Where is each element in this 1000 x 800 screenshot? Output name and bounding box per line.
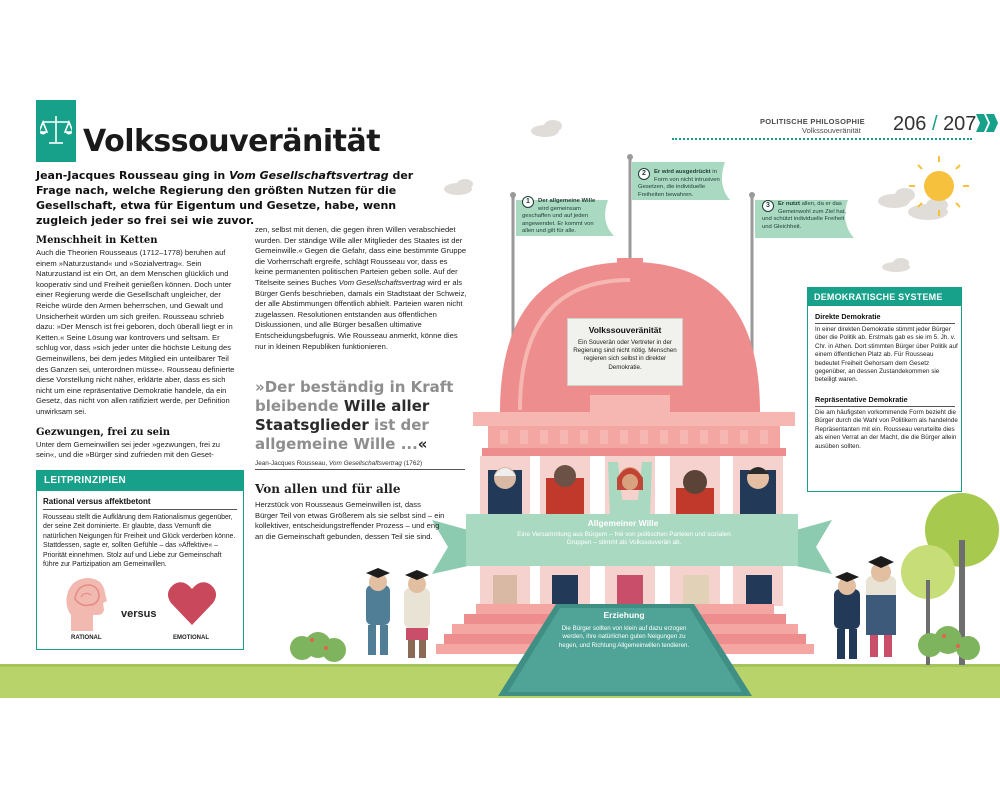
running-head-sub: Volkssouveränität <box>802 126 861 135</box>
flag-number-1: 1 <box>522 196 534 208</box>
section-heading-gezwungen: Gezwungen, frei zu sein <box>36 426 171 438</box>
erziehung-text: Die Bürger sollten von klein auf dazu erzogen werden, ihre natürlichen guten Neigungen zu hegen, und Richtung Allgemeinwillen tendieren. <box>558 625 690 649</box>
flag-1-content: 1 Der allgemeine Wille wird gemeinsam geschaffen und auf jeden angewendet. Er kommt von allen und gilt für alle. <box>522 198 596 235</box>
page-number-left: 206 <box>893 113 927 135</box>
erziehung-title: Erziehung <box>603 610 645 620</box>
running-head: POLITISCHE PHILOSOPHIE <box>760 117 865 126</box>
section-text-gezwungen-col1: Unter dem Gemeinwillen sei jeder »gezwungen, frei zu sein«, und die »Bürger sind zufrieden mit den Geset- <box>36 439 221 460</box>
volkssouveraenitaet-box <box>567 318 683 386</box>
page-tab-arrows <box>976 114 1000 132</box>
dotted-divider <box>672 138 972 140</box>
scales-badge <box>36 100 76 162</box>
head-profile-icon <box>63 575 107 633</box>
ribbon-title: Allgemeiner Wille <box>587 518 659 528</box>
student-figures-right <box>834 556 896 659</box>
dome-text: Ein Souverän oder Vertreter in der Regierung sind nicht nötig. Menschen regieren sich selbst in direkter Demokratie. <box>573 339 677 371</box>
ribbon-text: Eine Versammlung aus Bürgern – frei von politischen Parteien und sozialen Gruppen – stimmt als Volkssouverän ab. <box>517 531 731 547</box>
scales-icon <box>40 114 72 148</box>
ribbon-right-tail <box>796 520 832 574</box>
repraesentative-demokratie-heading: Repräsentative Demokratie <box>815 395 908 404</box>
leitprinzipien-text: Rousseau stellt die Aufklärung dem Rationalismus gegenüber, der seine Zeit dominierte. Er glaubte, dass Vernunft die natürlichen Neigungen für Freiheit und Glück verderben könne. Stattdessen, sagte er, sollten Gefühle – das »Affektive« – Priorität einnehmen. Stolz auf und Liebe zur Gemeinschaft führe zur Partizipation am Gemeinwillen. <box>43 514 236 569</box>
page-number-right: 207 <box>943 113 977 135</box>
divider <box>43 509 237 510</box>
direkte-demokratie-heading: Direkte Demokratie <box>815 312 881 321</box>
section-heading-von-allen: Von allen und für alle <box>255 482 401 496</box>
divider <box>255 469 465 470</box>
section-heading-menschheit: Menschheit in Ketten <box>36 235 158 246</box>
text-column-1 <box>36 235 241 461</box>
leitprinzipien-box <box>36 470 244 650</box>
quote-attribution: Jean-Jacques Rousseau, Vom Gesellschaftsvertrag (1762) <box>255 460 423 467</box>
dome-title: Volkssouveränität <box>588 325 662 335</box>
page-numbers: 206 / 207 <box>893 113 977 135</box>
section-text-menschheit: Auch die Theorien Rousseaus (1712–1778) beruhen auf einem »Naturzustand« und »Sozialvertrag«. Sein Naturzustand ist ein Ort, an dem Menschen glücklich und kooperativ sind und Freiheit genießen können. Doch unter einer Regierung werde die Gesellschaft ungleicher, der Reiche würde den Armen beherrschen, und Gewalt und Unsicherheit würden um sich greifen. Rousseau schrieb dazu: »Der Mensch ist frei geboren, doch überall liegt er in Ketten.« Seine Lösung war kontrovers und seltsam. Er schlug vor, dass »sich jeder unter die höchste Leitung des Gemeinwillens, bei dem jedes Mitglied ein unteilbarer Teil des Ganzen sei, unterordnen müsse«. Rousseau definierte diese Vorstellung nicht näher, erklärte aber, dass es sich nicht um eine repräsentative Demokratie handele, da ein Gesetz, das nicht von allen ratifiziert werde, per Definition unwirksam sei. <box>36 248 235 416</box>
versus-label: versus <box>121 608 157 620</box>
demokratische-systeme-heading: DEMOKRATISCHE SYSTEME <box>808 288 961 306</box>
emotional-label: EMOTIONAL <box>173 635 209 641</box>
rational-label: RATIONAL <box>71 635 102 641</box>
section-text-von-allen: Herzstück von Rousseaus Gemeinwillen ist, dass Bürger Teil von etwas Größerem als sie selbst sind – ein kollektiver, entscheidungstreffender Prozess – und eng an die Gemeinschaft gebunden, dessen Teil sie sind. <box>255 500 445 541</box>
divider <box>815 323 955 324</box>
intro-paragraph: Jean-Jacques Rousseau ging in Vom Gesellschaftsvertrag der Frage nach, welche Regierung den größten Nutzen für die Gesellschaft, etwa für Eigentum und Gesetze, habe, wenn zugleich jeder so frei sei wie zuvor. <box>36 169 414 227</box>
page-title: Volkssouveränität <box>83 124 381 159</box>
entablature <box>473 412 795 426</box>
leitprinzipien-subheading: Rational versus affektbetont <box>43 497 151 506</box>
flag-number-3: 3 <box>762 200 774 212</box>
repraesentative-demokratie-text: Die am häufigsten vorkommende Form bezieht die Bürger durch die Wahl von Politikern als handelnde Repräsentanten mit ein. Rousseau verurteilte dies als einen Verrat an der Macht, die die Bürger allein ausüben sollten. <box>815 409 958 450</box>
flag-2-content: 2 Er wird ausgedrückt in Form von nicht intrusiven Gesetzen, die individuelle Freiheiten bewahren. <box>638 169 720 198</box>
direkte-demokratie-text: In einer direkten Demokratie stimmt jeder Bürger über die Politik ab. Erstmals gab es sie im 5. Jh. v. Chr. in Athen. Dort stimmten Bürger über Politik auf einem öffentlichen Platz ab. Für Rousseau bedeutet Freiheit Gehorsam dem Gesetz gegenüber, an dessen Zustandekommen sie beteiligt waren. <box>815 326 958 384</box>
student-figures-left <box>366 568 430 658</box>
leitprinzipien-heading: LEITPRINZIPIEN <box>37 471 243 491</box>
flag-number-2: 2 <box>638 168 650 180</box>
intro-work-title: Vom Gesellschaftsvertrag <box>229 169 389 182</box>
divider <box>815 406 955 407</box>
text-column-2: zen, selbst mit denen, die gegen ihren Willen verabschiedet wurden. Der ständige Wille aller Mitglieder des Staates ist der Gemeinwille.« Gegen die Gefahr, dass eine bestimmte Gruppe die Vorherrschaft ergreife, schlägt Rousseau vor, dass es keine permanenten politischen Parteien geben solle. Auf der Titelseite seines Buches Vom Gesellschaftsvertrag wird er als Bürger Genfs beschrieben, damals ein Stadtstaat der Schweiz, der alle Abstimmungen öffentlich abhielt. Parteien waren nicht zugelassen. Resolutionen entstanden aus öffentlichen Diskussionen, und alle Bürger besaßen ultimative Entscheidungsbefugnis. Wie Rousseau anmerkt, könne dies nur in kleinen Republiken funktionieren. <box>255 225 467 351</box>
flag-3-content: 3 Er nutzt allen, da er das Gemeinwohl zum Ziel hat, und schützt individuelle Freiheit und Gleichheit. <box>762 201 847 230</box>
pull-quote: »Der beständig in Kraft bleibende Wille aller Staatsglieder ist der allgemeine Wille ...« <box>255 378 454 453</box>
heart-icon <box>167 579 217 627</box>
demokratische-systeme-box <box>807 287 962 492</box>
